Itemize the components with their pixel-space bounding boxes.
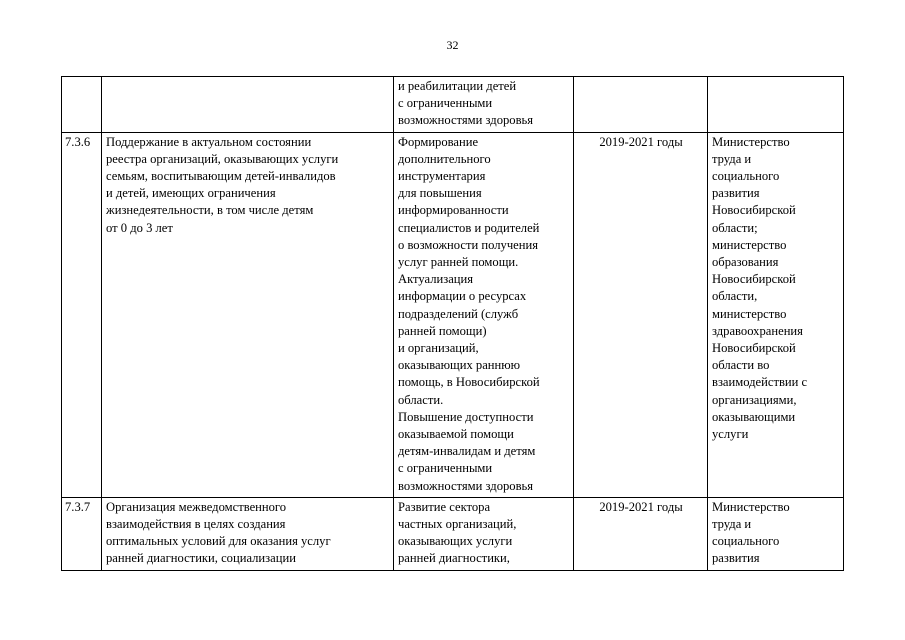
text-line: развития [712,186,760,201]
table-row [62,132,844,497]
text-line: и реабилитации детей [398,79,517,93]
text-line: взаимодействия в целях создания [106,517,286,532]
text-line: услуг ранней помощи. [398,255,519,270]
text-line: возможностями здоровья [398,113,534,128]
period-cell: 2019-2021 годы [574,497,708,570]
text-line: для повышения [398,186,482,201]
text-line: от 0 до 3 лет [106,220,173,235]
text-line: образования [712,255,779,270]
text-line: возможностями здоровья [398,478,534,493]
text-line: министерство [712,306,787,321]
text-line: социального [712,169,780,184]
text-line: оказывающими [712,409,796,424]
text-line: министерство [712,237,787,252]
text-line: жизнедеятельности, в том числе детям [106,203,314,218]
text-line: оказывающих услуги [398,534,513,549]
text-line: области во [712,358,770,373]
text-line: подразделений (служб [398,306,519,321]
text-line: взаимодействии с [712,375,808,390]
text-line: специалистов и родителей [398,220,540,235]
measures-table [61,76,844,571]
text-line: Актуализация [398,272,474,287]
text-line: с ограниченными [398,461,493,476]
result-cell [394,132,574,497]
item-number: 7.3.6 [62,132,102,497]
text-line: Формирование [398,134,479,149]
activity-cell [102,77,394,133]
text-line: Организация межведомственного [106,499,287,514]
item-number [62,77,102,133]
text-line: частных организаций, [398,517,517,532]
period-cell: 2019-2021 годы [574,132,708,497]
text-line: Повышение доступности [398,409,534,424]
text-line: Министерство [712,134,790,149]
result-cell [394,77,574,133]
activity-cell [102,497,394,570]
text-line: Поддержание в актуальном состоянии [106,134,312,149]
text-line: ранней помощи) [398,323,487,338]
text-line: развития [712,551,760,566]
text-line: детям-инвалидам и детям [398,444,536,459]
text-line: оказывающих раннюю [398,358,521,373]
result-cell [394,497,574,570]
text-line: с ограниченными [398,96,493,111]
text-line: Новосибирской [712,272,796,287]
text-line: инструментария [398,169,486,184]
text-line: о возможности получения [398,237,539,252]
text-line: Развитие сектора [398,499,491,514]
text-line: семьям, воспитывающим детей-инвалидов [106,169,336,184]
executors-cell [708,132,844,497]
text-line: оказываемой помощи [398,427,514,442]
text-line: и детей, имеющих ограничения [106,186,276,201]
period-cell [574,77,708,133]
text-line: Министерство [712,499,790,514]
text-line: ранней диагностики, социализации [106,551,296,566]
text-line: информации о ресурсах [398,289,527,304]
text-line: области, [712,289,758,304]
text-line: труда и [712,151,752,166]
item-number: 7.3.7 [62,497,102,570]
text-line: ранней диагностики, [398,551,510,566]
text-line: Новосибирской [712,341,796,356]
text-line: социального [712,534,780,549]
executors-cell [708,497,844,570]
text-line: труда и [712,517,752,532]
text-line: услуги [712,427,749,442]
text-line: оптимальных условий для оказания услуг [106,534,331,549]
text-line: реестра организаций, оказывающих услуги [106,151,339,166]
activity-cell [102,132,394,497]
page-number: 32 [446,38,459,52]
text-line: дополнительного [398,151,491,166]
text-line: информированности [398,203,509,218]
text-line: и организаций, [398,341,479,356]
text-line: организациями, [712,392,797,407]
text-line: Новосибирской [712,203,796,218]
table-row [62,77,844,133]
text-line: помощь, в Новосибирской [398,375,540,390]
text-line: области. [398,392,444,407]
executors-cell [708,77,844,133]
table-row [62,497,844,570]
text-line: здравоохранения [712,323,803,338]
text-line: области; [712,220,758,235]
